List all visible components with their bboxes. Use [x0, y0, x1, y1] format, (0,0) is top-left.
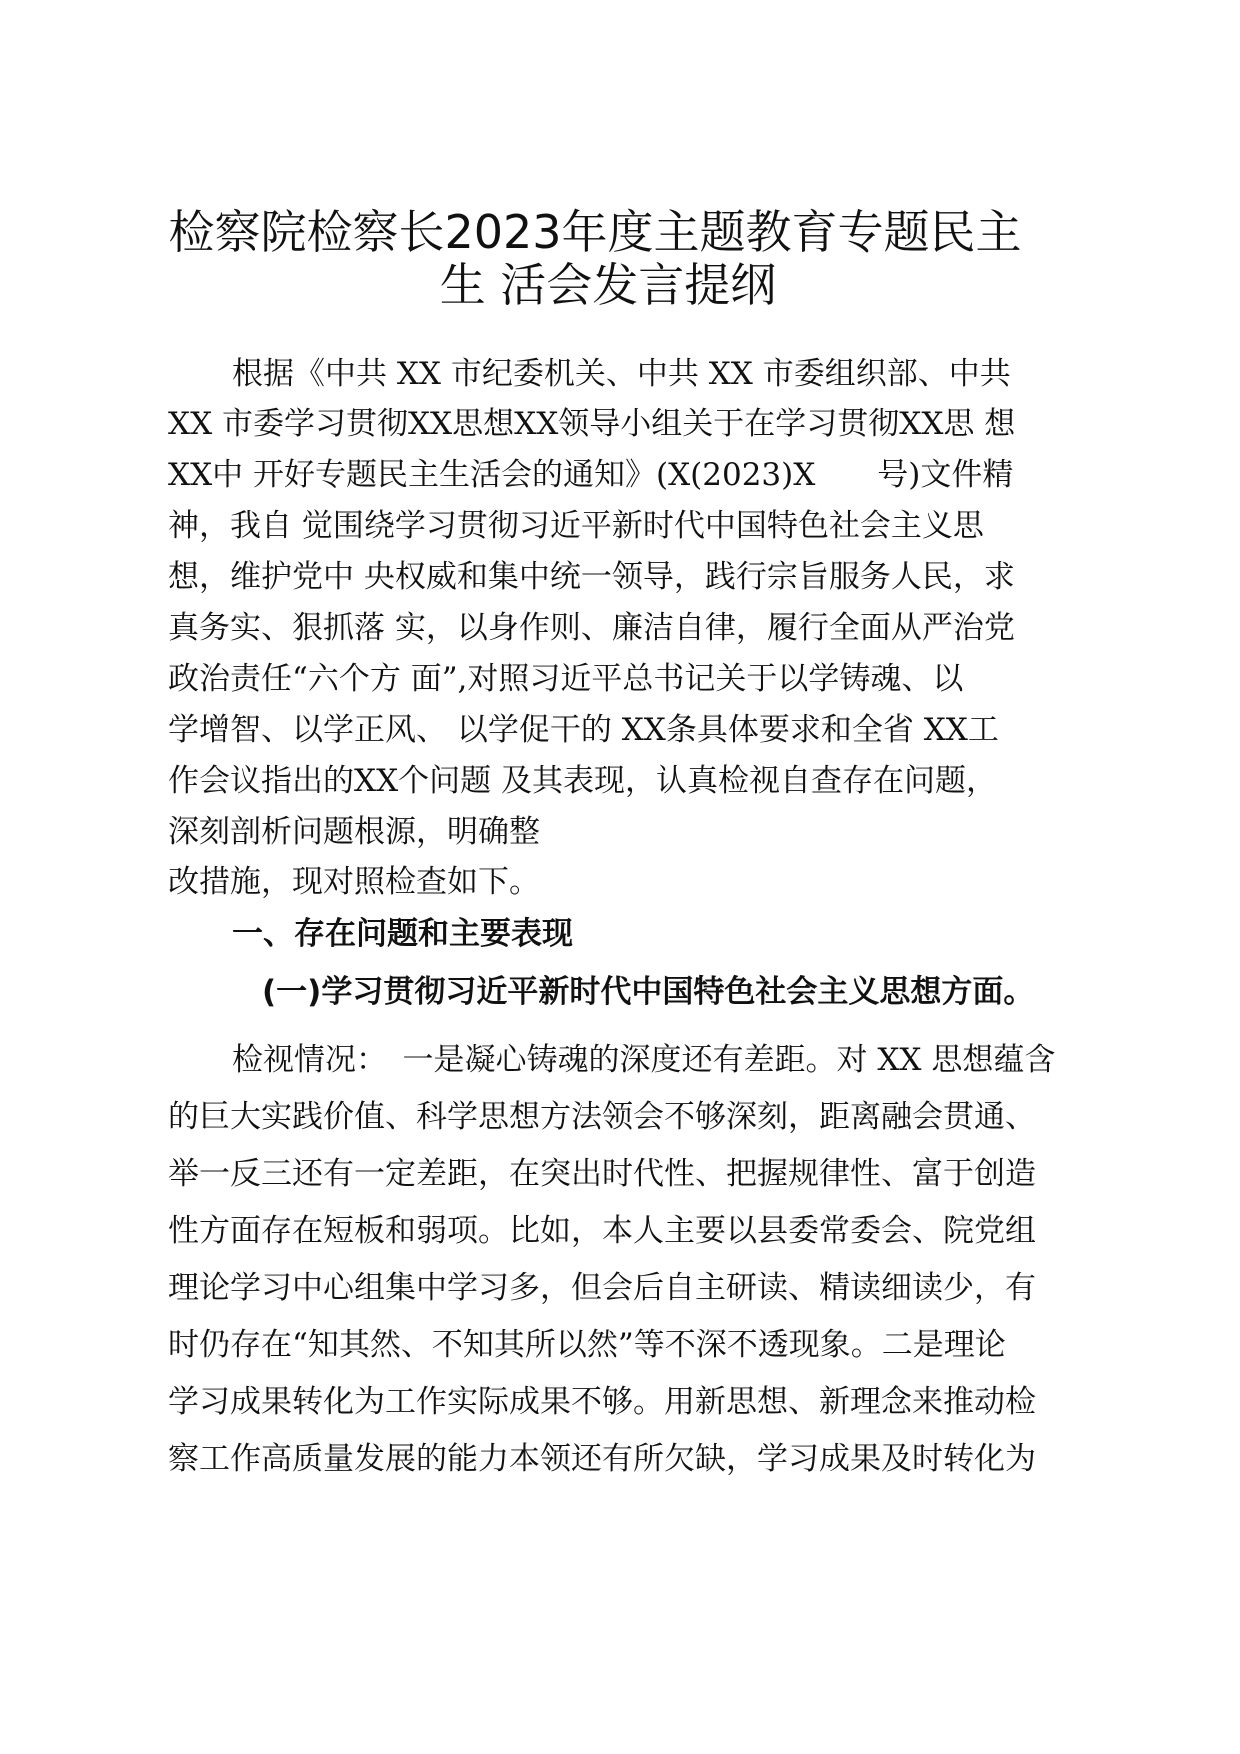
intro-line-5: 想，维护党中 央权威和集中统一领导，践行宗旨服务人民，求	[168, 559, 1015, 595]
body-line-7: 学习成果转化为工作实际成果不够。用新思想、新理念来推动检	[168, 1384, 1036, 1420]
body-line-2: 的巨大实践价值、科学思想方法领会不够深刻，距离融会贯通、	[168, 1099, 1036, 1135]
section-heading: 一、存在问题和主要表现	[232, 916, 573, 952]
intro-line-3: XX中 开好专题民主生活会的通知》(X(2023)X 号)文件精	[168, 457, 1014, 493]
intro-line-1: 根据《中共 XX 市纪委机关、中共 XX 市委组织部、中共	[232, 356, 1011, 392]
body-line-4: 性方面存在短板和弱项。比如，本人主要以县委常委会、院党组	[168, 1213, 1036, 1249]
intro-line-8: 学增智、以学正风、 以学促干的 XX条具体要求和全省 XX工	[168, 712, 999, 748]
document-title-line-1: 检察院检察长2023年度主题教育专题民主	[168, 205, 1022, 259]
intro-line-10: 深刻剖析问题根源，明确整	[168, 814, 540, 850]
body-line-5: 理论学习中心组集中学习多，但会后自主研读、精读细读少，有	[168, 1270, 1036, 1306]
intro-line-9: 作会议指出的XX个问题 及其表现，认真检视自查存在问题，	[168, 763, 997, 799]
body-line-1: 检视情况： 一是凝心铸魂的深度还有差距。对 XX 思想蕴含	[232, 1042, 1056, 1078]
intro-line-11: 改措施，现对照检查如下。	[168, 864, 540, 900]
body-line-6: 时仍存在“知其然、不知其所以然”等不深不透现象。二是理论	[168, 1327, 1006, 1363]
body-line-8: 察工作高质量发展的能力本领还有所欠缺，学习成果及时转化为	[168, 1441, 1036, 1477]
intro-line-2: XX 市委学习贯彻XX思想XX领导小组关于在学习贯彻XX思 想	[168, 406, 1016, 442]
intro-line-4: 神，我自 觉围绕学习贯彻习近平新时代中国特色社会主义思	[168, 508, 984, 544]
intro-line-7: 政治责任“六个方 面”,对照习近平总书记关于以学铸魂、以	[168, 661, 964, 697]
body-line-3: 举一反三还有一定差距，在突出时代性、把握规律性、富于创造	[168, 1156, 1036, 1192]
intro-line-6: 真务实、狠抓落 实，以身作则、廉洁自律，履行全面从严治党	[168, 610, 1015, 646]
subsection-heading: (一)学习贯彻习近平新时代中国特色社会主义思想方面。	[262, 974, 1035, 1010]
document-title-line-2: 生 活会发言提纲	[439, 258, 777, 312]
